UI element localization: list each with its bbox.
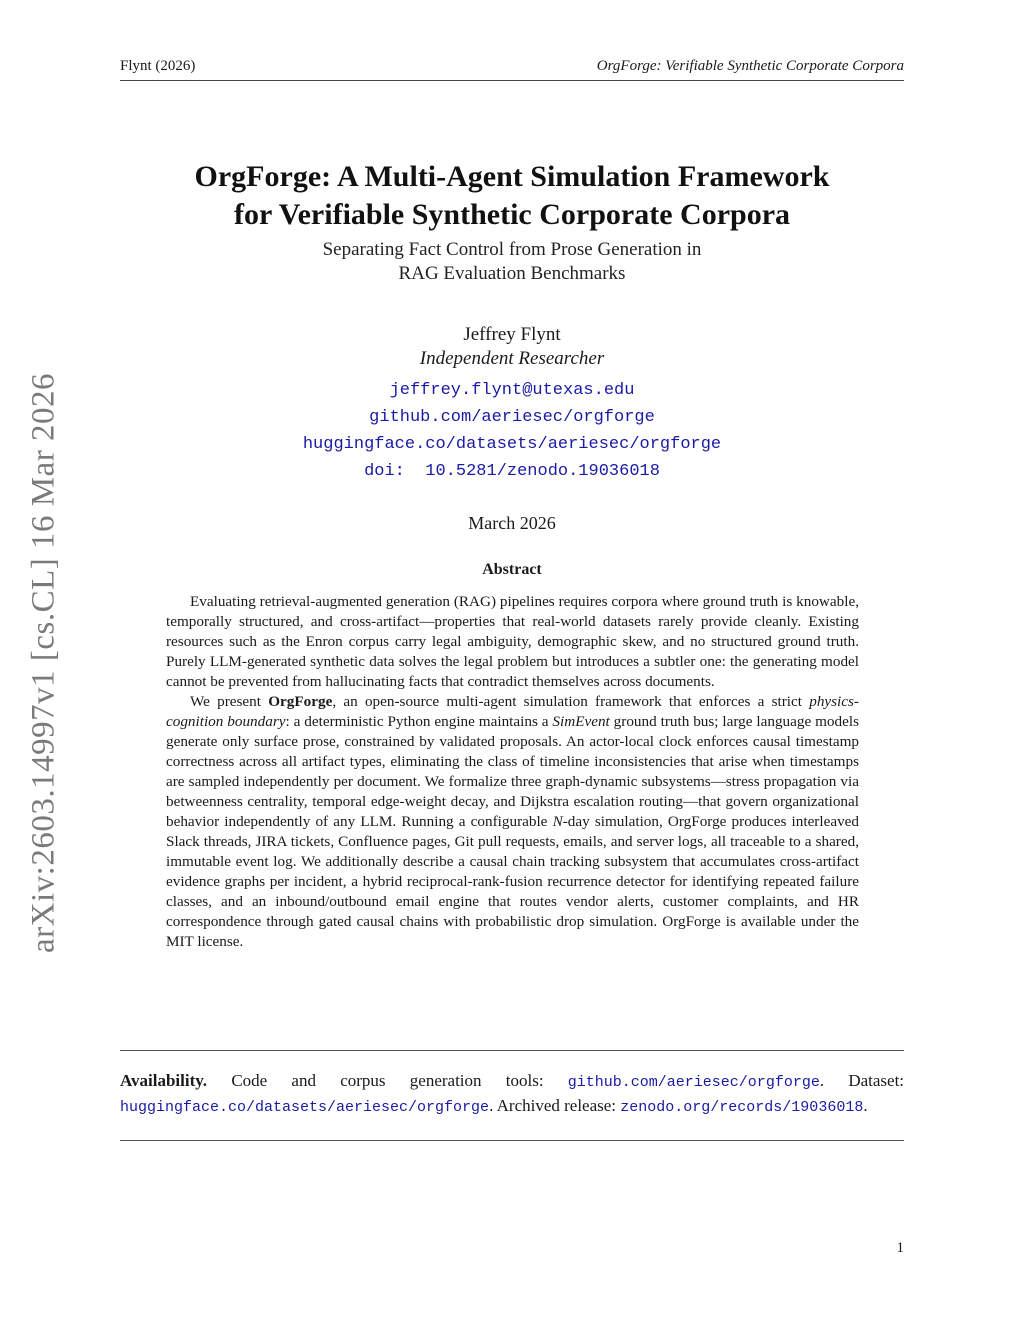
abstract-text: , an open-source multi-agent simulation framework that enforces a strict xyxy=(332,693,810,710)
abstract-text: -day simulation, OrgForge produces interleaved Slack threads, JIRA tickets, Confluence pages, Git pull requests, emails, and server logs, all traceable to a shared, immutable event log. We additionally describe a causal chain tracking subsystem that accumulates cross-artifact evidence graphs per incident, a hybrid reciprocal-rank-fusion recurrence detector for identifying repeated failure classes, and an inbound/outbound email engine that routes vendor alerts, customer complaints, and HR correspondence through gated causal chains with probabilistic drop simulation. OrgForge is available under the MIT license. xyxy=(166,813,859,950)
paper-title-line-1: OrgForge: A Multi-Agent Simulation Framework xyxy=(194,160,830,193)
availability-dataset-link[interactable]: huggingface.co/datasets/aeriesec/orgforge xyxy=(120,1099,490,1116)
availability-zenodo-link[interactable]: zenodo.org/records/19036018 xyxy=(620,1099,864,1116)
doi-line[interactable] xyxy=(0,458,1024,485)
publication-date: March 2026 xyxy=(468,513,556,533)
github-link[interactable]: github.com/aeriesec/orgforge xyxy=(369,408,655,427)
paper-title-line-2: for Verifiable Synthetic Corporate Corpora xyxy=(233,198,791,231)
huggingface-link[interactable]: huggingface.co/datasets/aeriesec/orgforge xyxy=(302,435,722,454)
page-number-value: 1 xyxy=(896,1240,904,1256)
paper-subtitle xyxy=(0,238,1024,286)
physics-cognition-term: physics-cognition boundary xyxy=(166,693,859,730)
doi-link[interactable]: 10.5281/zenodo.19036018 xyxy=(425,462,660,481)
availability-text: . xyxy=(863,1096,868,1115)
paper-title xyxy=(0,158,1024,234)
abstract-body xyxy=(166,592,859,952)
availability-text: Code and corpus generation tools: xyxy=(231,1071,568,1090)
availability-label: Availability. xyxy=(120,1071,208,1090)
abstract-text: ground truth bus; large language models generate only surface prose, constrained by validated proposals. An actor-local clock enforces causal timestamp correctness across all artifact types, eliminating the class of timeline inconsistencies that arise when timestamps are sampled independently per document. We formalize three graph-dynamic subsystems—stress propagation via betweenness centrality, temporal edge-weight decay, and Dijkstra escalation routing—that govern organizational behavior independently of any LLM. Running a configurable xyxy=(166,713,859,830)
running-header-right: OrgForge: Verifiable Synthetic Corporate Corpora xyxy=(596,58,904,74)
availability-text: . Archived release: xyxy=(489,1096,621,1115)
abstract-paragraph-2 xyxy=(166,692,859,952)
doi-label: doi: xyxy=(364,462,405,481)
availability-bottom-rule xyxy=(120,1140,904,1141)
abstract-paragraph-1: Evaluating retrieval-augmented generation (RAG) pipelines requires corpora where ground truth is knowable, temporally structured, and cross-artifact—properties that real-world datasets rarely provide cleanly. Existing resources such as the Enron corpus carry legal ambiguity, demographic skew, and no structured ground truth. Purely LLM-generated synthetic data solves the legal problem but introduces a subtler one: the generating model cannot be prevented from hallucinating facts that contradict themselves across documents. xyxy=(166,593,859,690)
abstract-heading: Abstract xyxy=(482,561,542,578)
paper-subtitle-line-1: Separating Fact Control from Prose Generation in xyxy=(322,239,702,260)
paper-subtitle-line-2: RAG Evaluation Benchmarks xyxy=(398,263,626,284)
availability-github-link[interactable]: github.com/aeriesec/orgforge xyxy=(567,1074,820,1091)
email-link[interactable]: jeffrey.flynt@utexas.edu xyxy=(389,381,635,400)
n-variable: N xyxy=(552,813,563,830)
running-header-left: Flynt (2026) xyxy=(120,58,196,74)
author-name: Jeffrey Flynt xyxy=(463,324,561,345)
availability-top-rule xyxy=(120,1050,904,1051)
abstract-text: We present xyxy=(190,693,269,710)
availability-text: . Dataset: xyxy=(819,1071,905,1090)
author-affiliation: Independent Researcher xyxy=(419,348,605,369)
arxiv-identifier-stamp: arXiv:2603.14997v1 [cs.CL] 16 Mar 2026 xyxy=(25,373,62,953)
availability-statement xyxy=(120,1069,904,1119)
simevent-term: SimEvent xyxy=(552,713,610,730)
running-header xyxy=(120,58,904,81)
author-links xyxy=(0,377,1024,485)
orgforge-bold: OrgForge xyxy=(268,693,333,710)
abstract-text: : a deterministic Python engine maintains a xyxy=(285,713,553,730)
